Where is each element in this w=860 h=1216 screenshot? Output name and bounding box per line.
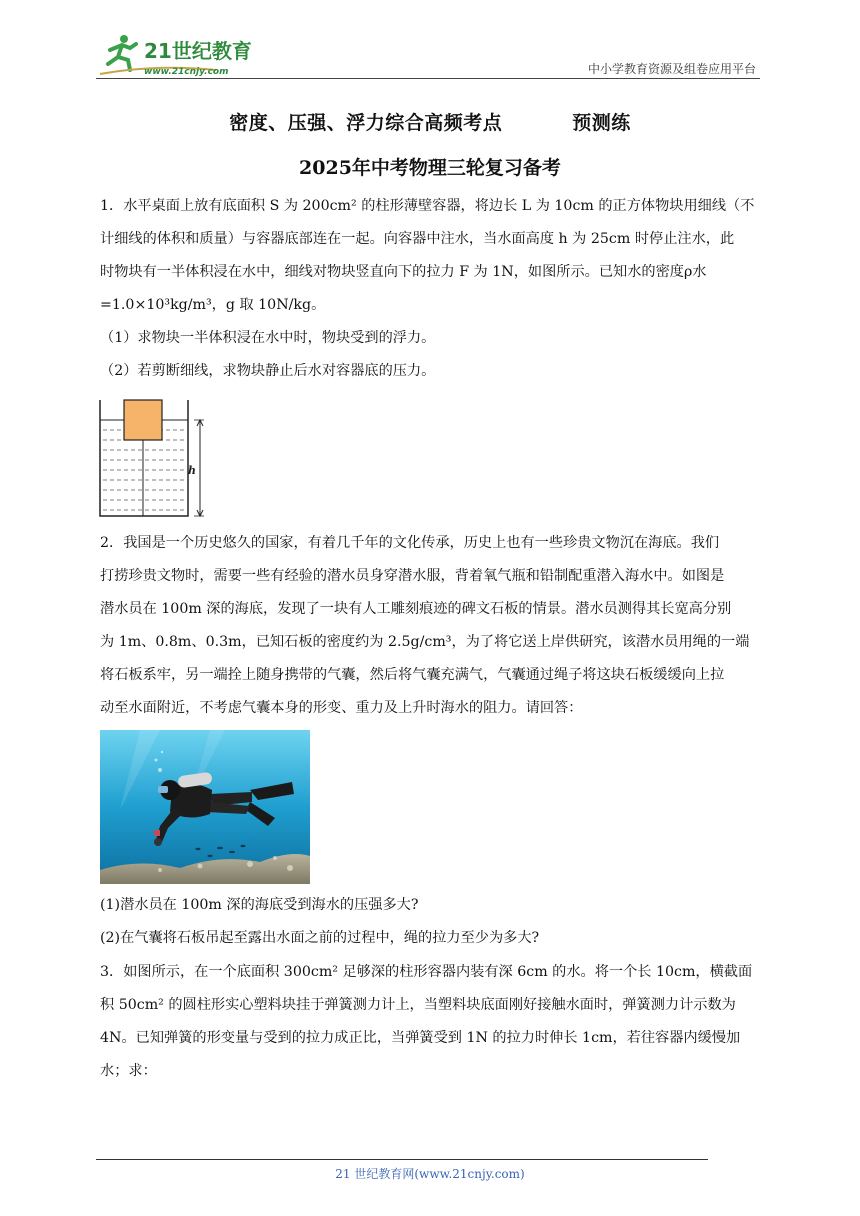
q2-line-3: 潜水员在 100m 深的海底，发现了一块有人工雕刻痕迹的碑文石板的情景。潜水员测得其长宽高分别 bbox=[100, 601, 732, 617]
question-2-subs bbox=[100, 889, 764, 955]
q1-line-2: 计细线的体积和质量）与容器底部连在一起。向容器中注水，当水面高度 h 为 25cm 时停止注水，此 bbox=[100, 231, 735, 247]
q3-line-4: 水；求： bbox=[100, 1063, 157, 1079]
page-subtitle: 2025年中考物理三轮复习备考 bbox=[299, 157, 561, 179]
site-logo bbox=[96, 30, 276, 80]
question-2 bbox=[100, 527, 764, 725]
page-header bbox=[96, 30, 760, 80]
footer-link[interactable]: 21 世纪教育网(www.21cnjy.com) bbox=[335, 1167, 525, 1181]
q1-sub-2: （2）若剪断细线，求物块静止后水对容器底的压力。 bbox=[100, 363, 436, 379]
q2-line-4: 为 1m、0.8m、0.3m，已知石板的密度约为 2.5g/cm³，为了将它送上岸供研究，该潜水员用绳的一端 bbox=[100, 634, 750, 650]
q1-line-4: =1.0×10³kg/m³，g 取 10N/kg。 bbox=[100, 297, 326, 313]
q3-line-2: 积 50cm² 的圆柱形实心塑料块挂于弹簧测力计上，当塑料块底面刚好接触水面时，弹簧测力计示数为 bbox=[100, 997, 736, 1013]
page-title bbox=[0, 108, 860, 135]
q2-sub-1: (1)潜水员在 100m 深的海底受到海水的压强多大? bbox=[100, 897, 419, 913]
height-label: h bbox=[188, 464, 196, 477]
container-diagram bbox=[96, 396, 216, 520]
q1-line-1: 1．水平桌面上放有底面积 S 为 200cm² 的柱形薄壁容器，将边长 L 为 10cm 的正方体物块用细线（不 bbox=[100, 198, 755, 214]
platform-label: 中小学教育资源及组卷应用平台 bbox=[587, 62, 756, 76]
q2-line-2: 打捞珍贵文物时，需要一些有经验的潜水员身穿潜水服，背着氧气瓶和铅制配重潜入海水中。如图是 bbox=[100, 568, 725, 584]
svg-text:21世纪教育: 21世纪教育 bbox=[144, 39, 252, 63]
wooden-block bbox=[124, 400, 162, 440]
q3-line-1: 3．如图所示，在一个底面积 300cm² 足够深的柱形容器内装有深 6cm 的水。将一个长 10cm，横截面 bbox=[100, 964, 753, 980]
question-3 bbox=[100, 956, 764, 1088]
title-main: 密度、压强、浮力综合高频考点 bbox=[229, 112, 503, 134]
q1-sub-1: （1）求物块一半体积浸在水中时，物块受到的浮力。 bbox=[100, 330, 436, 346]
q2-line-1: 2．我国是一个历史悠久的国家，有着几千年的文化传承，历史上也有一些珍贵文物沉在海底。我们 bbox=[100, 535, 720, 551]
question-1 bbox=[100, 190, 764, 388]
header-divider bbox=[96, 78, 760, 79]
svg-text:www.21cnjy.com: www.21cnjy.com bbox=[144, 67, 229, 77]
diver-photo bbox=[100, 730, 310, 884]
q2-line-5: 将石板系牢，另一端拴上随身携带的气囊，然后将气囊充满气，气囊通过绳子将这块石板缓缓向上拉 bbox=[100, 667, 725, 683]
q2-line-6: 动至水面附近，不考虑气囊本身的形变、重力及上升时海水的阻力。请回答： bbox=[100, 700, 583, 716]
q3-line-3: 4N。已知弹簧的形变量与受到的拉力成正比，当弹簧受到 1N 的拉力时伸长 1cm，若往容器内缓慢加 bbox=[100, 1030, 741, 1046]
footer-divider bbox=[96, 1159, 708, 1160]
title-tag: 预测练 bbox=[572, 112, 631, 134]
q1-line-3: 时物块有一半体积浸在水中，细线对物块竖直向下的拉力 F 为 1N，如图所示。已知水的密度ρ水 bbox=[100, 264, 707, 280]
q2-sub-2: (2)在气囊将石板吊起至露出水面之前的过程中，绳的拉力至少为多大? bbox=[100, 930, 540, 946]
